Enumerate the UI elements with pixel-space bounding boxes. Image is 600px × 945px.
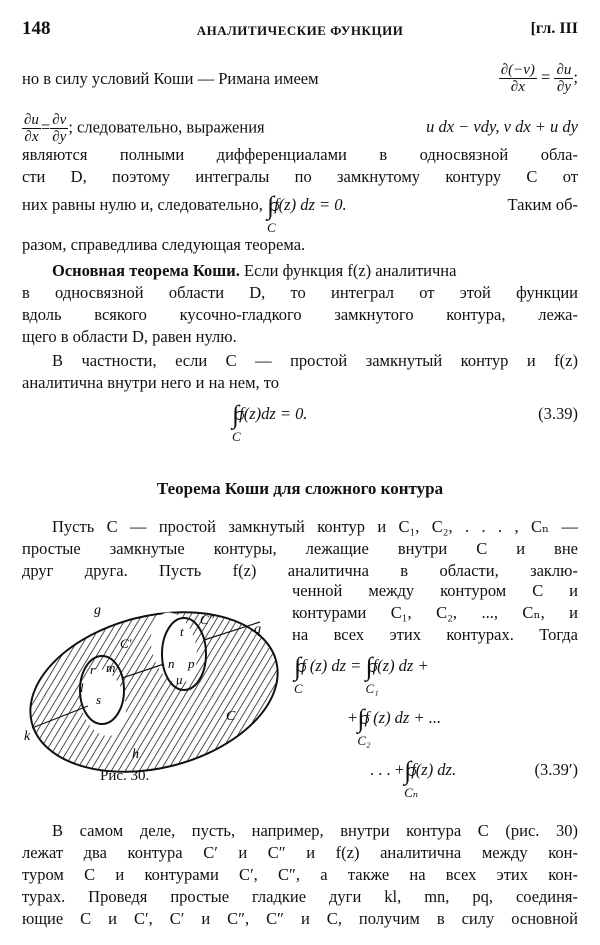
figure-30-diagram bbox=[22, 600, 290, 785]
page-header bbox=[22, 18, 578, 44]
text-line: В самом деле, пусть, например, внутри контура C (рис. 30) bbox=[52, 821, 578, 840]
figure-caption: Рис. 30. bbox=[100, 768, 150, 784]
text-line: вдоль всякого кусочно-гладкого замкнутого контура, лежа- bbox=[22, 305, 578, 324]
text-line: ющие C и C′, C′ и C″, C″ и C, получим в силу основной bbox=[22, 909, 578, 928]
text-line: друг друга. Пусть f(z) аналитична в области, заклю- bbox=[22, 561, 578, 580]
text-line: контурами C₁, C₂, ..., Cₙ, и bbox=[292, 603, 578, 622]
chapter-label: [гл. III bbox=[530, 20, 578, 37]
label-q: q bbox=[254, 622, 261, 637]
label-c: C bbox=[226, 709, 236, 724]
label-m: m bbox=[106, 660, 116, 675]
outer-contour-c bbox=[22, 600, 290, 785]
text-line: ченной между контуром C и bbox=[292, 581, 578, 600]
equation-number: (3.39′) bbox=[534, 760, 578, 779]
text-line: аналитична внутри него и на нем, то bbox=[22, 373, 279, 392]
contour-integral-symbol: ∫ C bbox=[232, 405, 239, 425]
fraction: $\frac{\partial u}{\partial x}$ bbox=[24, 112, 39, 145]
text-line: Пусть C — простой замкнутый контур и C₁, C₂, . . . , Cₙ — bbox=[52, 517, 578, 536]
text-line: в односвязной области D, то интеграл от этой функции bbox=[22, 283, 578, 302]
label-u: u bbox=[176, 672, 183, 687]
label-k: k bbox=[24, 729, 31, 744]
contour-integral-symbol: ∫ C bbox=[267, 196, 274, 216]
text-line: являются полными дифференциалами в односвязной обла- bbox=[22, 145, 578, 164]
equation-3-39-prime-part2: +∫ C₂ f (z) dz + ... bbox=[348, 704, 442, 749]
label-c1: C′ bbox=[120, 636, 132, 651]
equation-3-39-prime-part1: ∫ C f (z) dz = ∫ C₁ f(z) dz + bbox=[294, 652, 429, 697]
text-line: сти D, поэтому интегралы по замкнутому контуру C от bbox=[22, 167, 578, 186]
label-p: p bbox=[188, 656, 195, 671]
text-line: щего в области D, равен нулю. bbox=[22, 327, 237, 346]
label-n: n bbox=[168, 656, 175, 671]
equation-3-39-prime-part3: . . . +∫ Cₙ f(z) dz. bbox=[370, 756, 457, 801]
label-t: t bbox=[180, 624, 184, 639]
section-title: Теорема Коши для сложного контура bbox=[156, 479, 444, 498]
text-line: лежат два контура C′ и C″ и f(z) аналитична между кон- bbox=[22, 843, 578, 862]
fraction: $\frac{\partial u}{\partial y}$ bbox=[556, 62, 572, 95]
text-line: В частности, если C — простой замкнутый контур и f(z) bbox=[52, 351, 578, 370]
label-c2: C″ bbox=[200, 612, 215, 627]
theorem-line: Основная теорема Коши. Если функция f(z) аналитична bbox=[52, 261, 457, 280]
fraction: $\frac{\partial v}{\partial y}$ bbox=[52, 112, 67, 145]
page-number: 148 bbox=[22, 18, 51, 39]
theorem-title: Основная теорема Коши. bbox=[52, 261, 240, 280]
label-g: g bbox=[94, 603, 101, 618]
text-line: туром C и контурами C′, C″, а также на всех этих кон- bbox=[22, 865, 578, 884]
label-l: l bbox=[80, 680, 84, 695]
fraction: $\frac{\partial(-v)}{\partial x}$ bbox=[500, 62, 535, 95]
text-line: них равны нулю и, следовательно, ∫ C f(z) dz = 0. Таким об- bbox=[22, 191, 578, 236]
running-title: АНАЛИТИЧЕСКИЕ ФУНКЦИИ bbox=[196, 23, 404, 38]
text-line: $\frac{\partial u}{\partial x}$ = $\frac{\partial v}{\partial y}$ ; следовательно, выражения u dx − vdy, v dx + u dy bbox=[24, 112, 578, 145]
label-h: h bbox=[132, 747, 139, 762]
label-s: s bbox=[96, 692, 102, 707]
text-line: но в силу условий Коши — Римана имеем $\frac{\partial(-v)}{\partial x}$ = $\frac{\partial u}{\partial y}$ ; bbox=[22, 62, 578, 95]
text-line: простые замкнутые контуры, лежащие внутри C и вне bbox=[22, 539, 578, 558]
text-line: разом, справедлива следующая теорема. bbox=[22, 235, 306, 254]
text-line: на всех этих контурах. Тогда bbox=[292, 625, 578, 644]
label-r: r bbox=[90, 662, 96, 677]
equation-3-39: ∫ C f(z)dz = 0. bbox=[232, 400, 308, 445]
text-line: турах. Проведя простые гладкие дуги kl, mn, pq, соединя- bbox=[22, 887, 578, 906]
equation-number: (3.39) bbox=[538, 404, 578, 423]
